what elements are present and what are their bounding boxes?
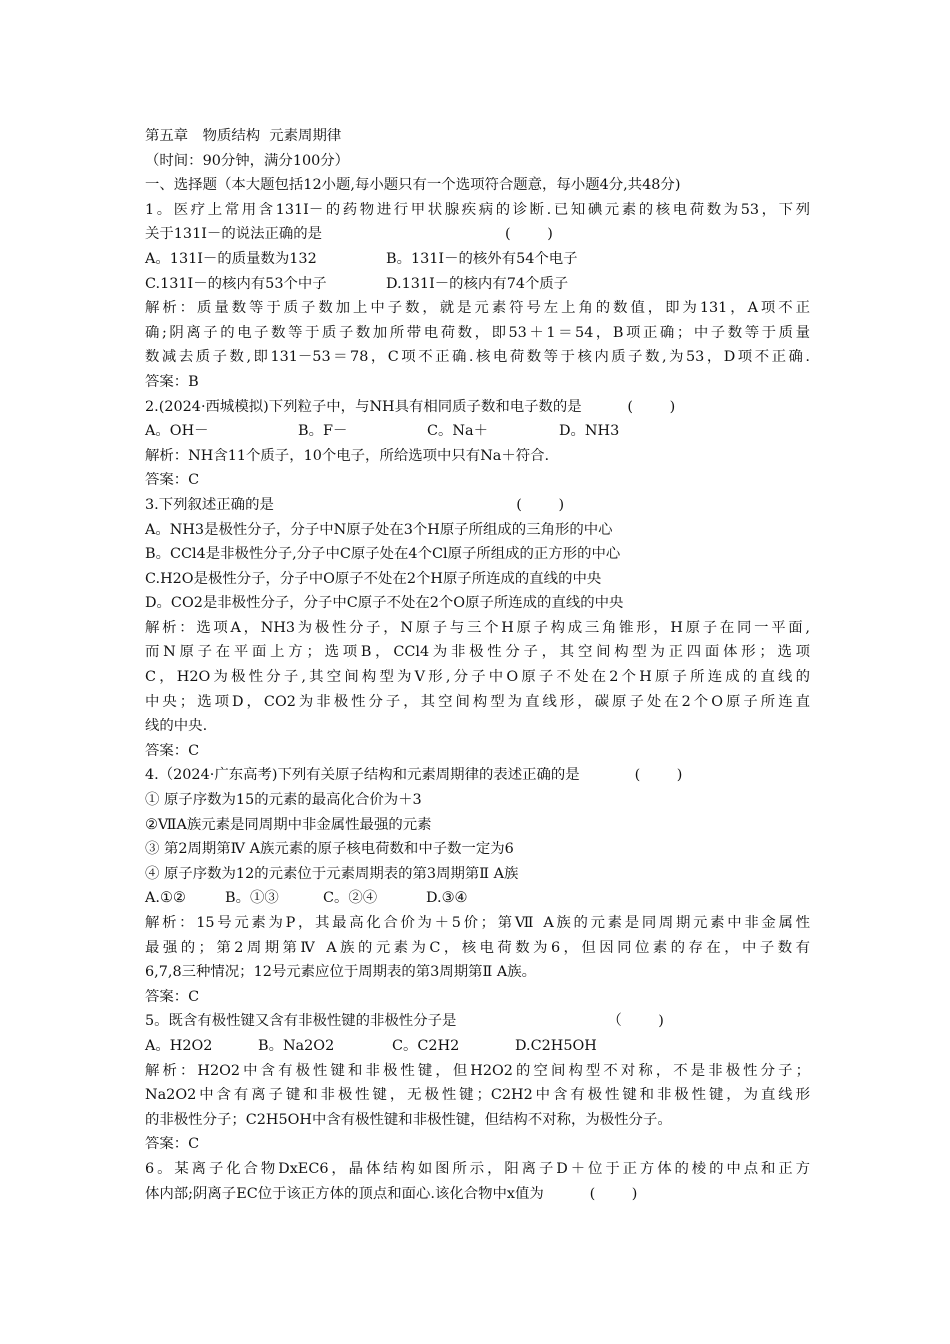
q3-analysis-line2: 而N原子在平面上方；选项B，CCl4为非极性分子，其空间构型为正四面体形；选项 [145, 644, 810, 661]
q6-stem-line1: 6。某离子化合物DxEC6，晶体结构如图所示，阳离子D＋位于正方体的棱的中点和正方 [145, 1160, 810, 1177]
q1-option-a: A。131I－的质量数为132 [145, 250, 317, 267]
q4-analysis-line2: 最强的；第2周期第Ⅳ A族的元素为C，核电荷数为6，但因同位素的存在，中子数有 [145, 939, 810, 956]
q3-stem: 3.下列叙述正确的是 ( ) [145, 496, 565, 513]
q3-option-d: D。CO2是非极性分子，分子中C原子不处在2个O原子所连成的直线的中央 [145, 595, 624, 612]
q3-option-c: C.H2O是极性分子，分子中O原子不处在2个H原子所连成的直线的中央 [145, 570, 602, 587]
q2-options [145, 419, 810, 444]
q5-answer: 答案：C [145, 1136, 200, 1153]
q3-analysis-line5: 线的中央. [145, 718, 208, 735]
q2-analysis: 解析：NH含11个质子，10个电子，所给选项中只有Na＋符合. [145, 447, 550, 464]
q5-analysis-line1: 解析：H2O2中含有极性键和非极性键，但H2O2的空间构型不对称，不是非极性分子； [145, 1062, 810, 1079]
q4-statement-4: ④ 原子序数为12的元素位于元素周期表的第3周期第Ⅱ A族 [145, 865, 519, 882]
q1-stem-line1: 1。医疗上常用含131I－的药物进行甲状腺疾病的诊断.已知碘元素的核电荷数为53，下列 [145, 201, 810, 218]
q5-stem: 5。既含有极性键又含有非极性键的非极性分子是 （ ) [145, 1013, 664, 1030]
q1-option-c: C.131I－的核内有53个中子 [145, 275, 327, 292]
q3-analysis-line4: 中央；选项D，CO2为非极性分子，其空间构型为直线形，碳原子处在2个O原子所连直 [145, 693, 810, 710]
q4-statement-3: ③ 第2周期第Ⅳ A族元素的原子核电荷数和中子数一定为6 [145, 841, 514, 858]
q5-option-d: D.C2H5OH [515, 1037, 597, 1054]
q3-analysis-line1: 解析：选项A，NH3为极性分子，N原子与三个H原子构成三角锥形，H原子在同一平面, [145, 619, 810, 636]
q3-option-a: A。NH3是极性分子，分子中N原子处在3个H原子所组成的三角形的中心 [145, 521, 613, 538]
q4-option-a: A.①② [145, 890, 186, 907]
q1-options-row2 [145, 272, 810, 297]
q1-option-b: B。131I－的核外有54个电子 [386, 250, 578, 267]
q1-options-row1 [145, 247, 810, 272]
q1-analysis-line2: 确;阴离子的电子数等于质子数加所带电荷数，即53＋1＝54，B项正确；中子数等于质量 [145, 324, 810, 341]
q2-option-d: D。NH3 [559, 423, 620, 440]
q5-option-c: C。C2H2 [392, 1037, 460, 1054]
q5-analysis-line2: Na2O2中含有离子键和非极性键，无极性键；C2H2中含有极性键和非极性键，为直线形 [145, 1087, 810, 1104]
q2-stem: 2.(2024·西城模拟)下列粒子中，与NH具有相同质子数和电子数的是 ( ) [145, 398, 676, 415]
q6-stem-line2: 体内部;阴离子EC位于该正方体的顶点和面心.该化合物中x值为 ( ) [145, 1185, 638, 1202]
q4-analysis-line3: 6,7,8三种情况；12号元素应位于周期表的第3周期第Ⅱ A族。 [145, 964, 537, 981]
q2-answer: 答案：C [145, 472, 200, 489]
q4-answer: 答案：C [145, 988, 200, 1005]
q1-answer: 答案：B [145, 373, 199, 390]
q3-analysis-line3: C，H2O为极性分子,其空间构型为V形,分子中O原子不处在2个H原子所连成的直线的 [145, 669, 810, 686]
q2-option-c: C。Na＋ [427, 423, 488, 440]
time-info: （时间：90分钟，满分100分） [145, 152, 350, 169]
q2-option-a: A。OH－ [145, 423, 209, 440]
q4-option-c: C。②④ [323, 890, 378, 907]
chapter-title: 第五章 物质结构 元素周期律 [145, 128, 342, 144]
q4-option-b: B。①③ [225, 890, 279, 907]
q5-analysis-line3: 的非极性分子；C2H5OH中含有极性键和非极性键，但结构不对称，为极性分子。 [145, 1111, 672, 1128]
q2-option-b: B。F－ [298, 423, 348, 440]
q1-option-d: D.131I－的核内有74个质子 [386, 275, 569, 292]
q3-option-b: B。CCl4是非极性分子,分子中C原子处在4个Cl原子所组成的正方形的中心 [145, 546, 621, 563]
q4-statement-1: ① 原子序数为15的元素的最高化合价为＋3 [145, 792, 422, 809]
q4-statement-2: ②ⅦA族元素是同周期中非金属性最强的元素 [145, 816, 432, 833]
q4-analysis-line1: 解析：15号元素为P，其最高化合价为＋5价；第Ⅶ A族的元素是同周期元素中非金属性 [145, 915, 810, 931]
q1-analysis-line1: 解析：质量数等于质子数加上中子数，就是元素符号左上角的数值，即为131，A项不正 [145, 300, 810, 317]
section-heading: 一、选择题（本大题包括12小题,每小题只有一个选项符合题意，每小题4分,共48分) [145, 177, 681, 194]
q5-options [145, 1034, 810, 1059]
q3-answer: 答案：C [145, 742, 200, 759]
q4-stem: 4.（2024·广东高考)下列有关原子结构和元素周期律的表述正确的是 ( ) [145, 767, 683, 784]
document-page [145, 124, 810, 1206]
q1-analysis-line3: 数减去质子数,即131－53＝78，C项不正确.核电荷数等于核内质子数,为53，D项不正确. [145, 349, 810, 366]
q4-option-d: D.③④ [426, 890, 468, 907]
q5-option-b: B。Na2O2 [258, 1037, 335, 1054]
q1-stem-line2: 关于131I－的说法正确的是 ( ) [145, 226, 553, 243]
q5-option-a: A。H2O2 [145, 1037, 213, 1054]
q4-options [145, 886, 810, 911]
